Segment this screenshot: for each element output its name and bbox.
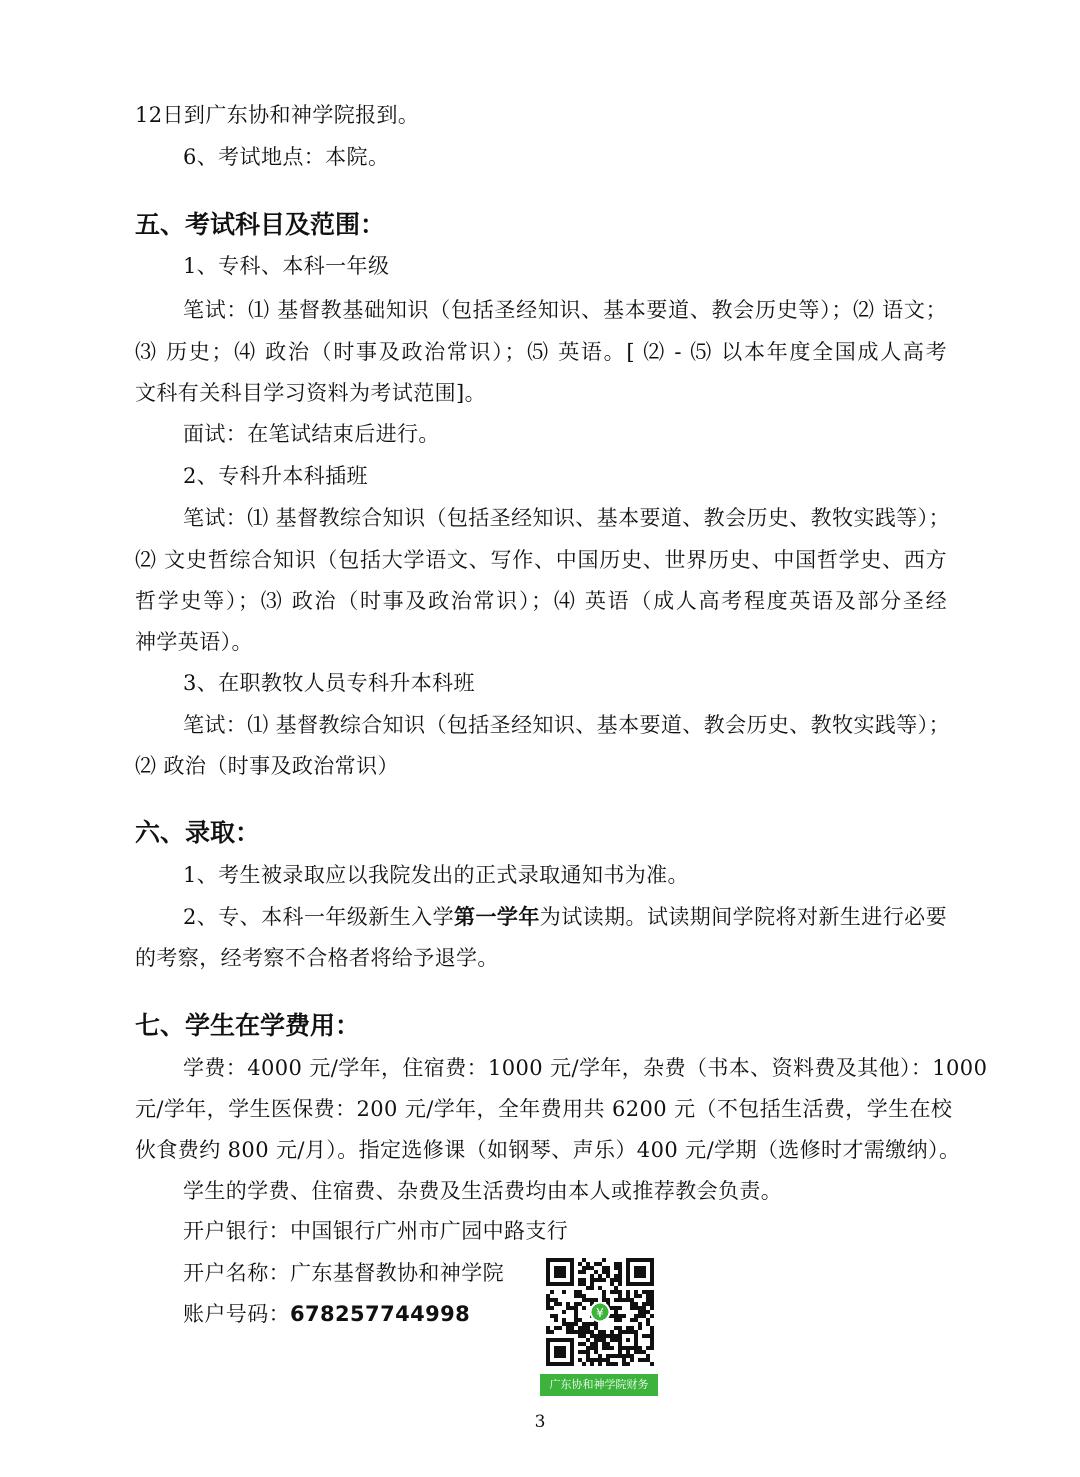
account-number-line: 账户号码：678257744998 bbox=[183, 1302, 471, 1326]
text-line: 元/学年，学生医保费：200 元/学年，全年费用共 6200 元（不包括生活费，学生在校 bbox=[135, 1097, 953, 1121]
text-line: ⑶ 历史；⑷ 政治（时事及政治常识）；⑸ 英语。[ ⑵ - ⑸ 以本年度全国成人高考 bbox=[135, 340, 947, 364]
text-line: 神学英语）。 bbox=[135, 630, 253, 654]
exam-location-line: 6、考试地点：本院。 bbox=[183, 145, 390, 169]
text-line: 学费：4000 元/学年，住宿费：1000 元/学年，杂费（书本、资料费及其他）：1000 bbox=[183, 1056, 988, 1080]
text-line: 1、专科、本科一年级 bbox=[183, 254, 390, 278]
qr-code[interactable] bbox=[546, 1258, 654, 1366]
text-line: 1、考生被录取应以我院发出的正式录取通知书为准。 bbox=[183, 863, 689, 887]
account-number: 678257744998 bbox=[290, 1302, 471, 1326]
text-line: 3、在职教牧人员专科升本科班 bbox=[183, 671, 475, 695]
text-line: ⑵ 文史哲综合知识（包括大学语文、写作、中国历史、世界历史、中国哲学史、西方 bbox=[135, 548, 947, 572]
text-line: 笔试：⑴ 基督教综合知识（包括圣经知识、基本要道、教会历史、教牧实践等）； bbox=[183, 713, 950, 737]
text-line: 12日到广东协和神学院报到。 bbox=[135, 103, 420, 127]
text-line: 笔试：⑴ 基督教综合知识（包括圣经知识、基本要道、教会历史、教牧实践等）； bbox=[183, 506, 950, 530]
text-line: 2、专科升本科插班 bbox=[183, 464, 368, 488]
text-line: 学生的学费、住宿费、杂费及生活费均由本人或推荐教会负责。 bbox=[183, 1179, 783, 1203]
account-name-line: 开户名称：广东基督教协和神学院 bbox=[183, 1261, 504, 1285]
text-line: 的考察，经考察不合格者将给予退学。 bbox=[135, 946, 499, 970]
yuan-icon: ¥ bbox=[596, 1305, 604, 1320]
page-number: 3 bbox=[534, 1412, 546, 1432]
text-line: 伙食费约 800 元/月）。指定选修课（如钢琴、声乐）400 元/学期（选修时才需缴纳）。 bbox=[135, 1138, 961, 1162]
text-line: ⑵ 政治（时事及政治常识） bbox=[135, 754, 399, 778]
text-line: 2、专、本科一年级新生入学第一学年为试读期。试读期间学院将对新生进行必要 bbox=[183, 905, 947, 929]
bank-name-line: 开户银行：中国银行广州市广园中路支行 bbox=[183, 1219, 569, 1243]
text-line: 笔试：⑴ 基督教基础知识（包括圣经知识、基本要道、教会历史等）；⑵ 语文； bbox=[183, 298, 947, 322]
section-heading-7: 七、学生在学费用： bbox=[135, 1011, 361, 1040]
text-line: 哲学史等）；⑶ 政治（时事及政治常识）；⑷ 英语（成人高考程度英语及部分圣经 bbox=[135, 589, 947, 613]
bold-phrase: 第一学年 bbox=[454, 905, 540, 929]
text-line: 文科有关科目学习资料为考试范围]。 bbox=[135, 381, 486, 405]
text-line: 面试：在笔试结束后进行。 bbox=[183, 422, 440, 446]
qr-caption: 广东协和神学院财务 bbox=[540, 1374, 658, 1396]
section-heading-5: 五、考试科目及范围： bbox=[135, 210, 386, 239]
section-heading-6: 六、录取： bbox=[135, 818, 261, 847]
